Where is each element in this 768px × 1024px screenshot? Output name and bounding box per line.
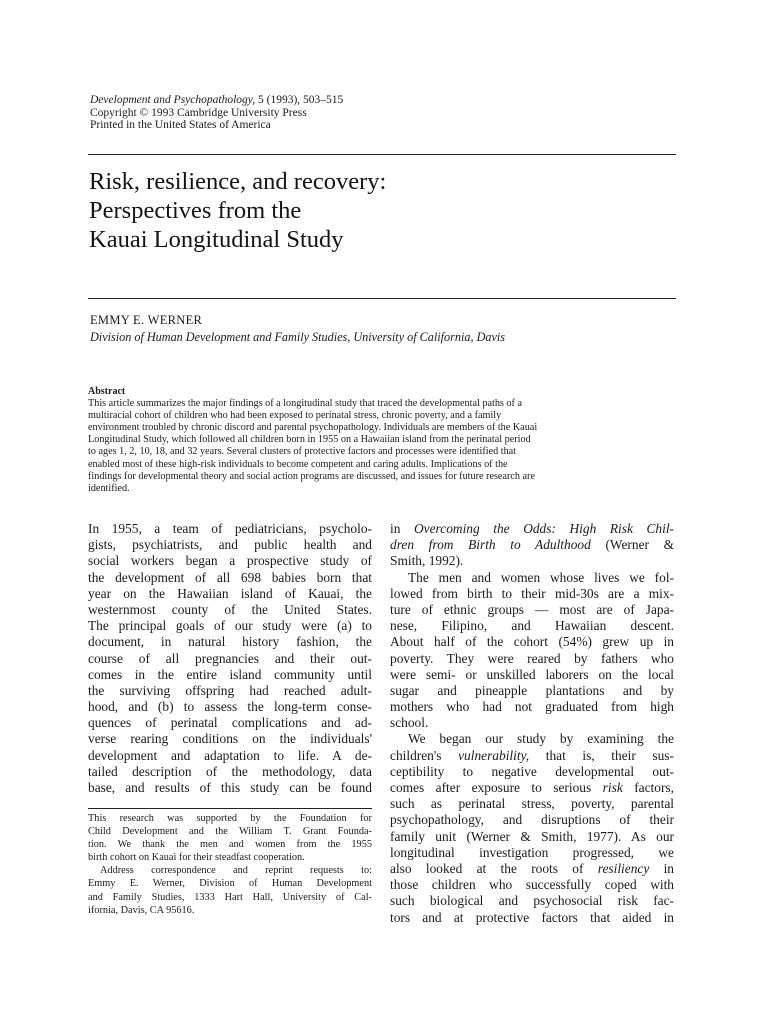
footnote-line: ifornia, Davis, CA 95616. [88, 904, 195, 916]
emphasis-run: risk [602, 780, 623, 795]
footnote-line: Child Development and the William T. Grant Founda- [88, 826, 372, 838]
emphasis-run: vulnerability, [458, 747, 530, 763]
abstract-line: enabled most of these high-risk individuals to become competent and caring adults. Implications of the [88, 458, 508, 470]
body-line: course of all pregnancies and their out- [88, 650, 372, 666]
abstract-line: identified. [88, 482, 130, 494]
emphasis-run: resiliency [597, 860, 650, 876]
body-line: We began our study by examining the [408, 731, 674, 747]
footnote-line: Address correspondence and reprint requests to: [100, 865, 372, 877]
body-line: ceptibility to negative developmental out- [390, 763, 674, 779]
footnote-line: Emmy E. Werner, Division of Human Development [88, 878, 372, 890]
abstract [88, 386, 678, 495]
body-column-right [390, 521, 674, 926]
body-line: poverty. They were reared by fathers who [390, 650, 674, 666]
body-line: document, in natural history fashion, the [88, 634, 372, 650]
text-run: factors, [622, 780, 674, 795]
text-run: that is, their sus- [529, 747, 674, 763]
title-line-3: Kauai Longitudinal Study [89, 226, 344, 253]
text-run: in [390, 521, 414, 536]
abstract-line: findings for developmental theory and social action programs are discussed, and issues for future research are [88, 470, 535, 482]
text-run: in [649, 860, 675, 876]
body-line: nese, Filipino, and Hawaiian descent. [390, 618, 674, 634]
text-run: (Werner & [590, 537, 675, 553]
title-line-1: Risk, resilience, and recovery: [89, 168, 387, 195]
title-rule [88, 298, 676, 299]
body-line: Smith, 1992). [390, 553, 464, 569]
body-line: the development of all 698 babies born that [88, 569, 372, 585]
article-title [89, 167, 649, 254]
body-line [390, 780, 674, 796]
abstract-line: to ages 1, 2, 10, 18, and 32 years. Several clusters of protective factors and processes were identified that [88, 446, 517, 458]
book-title-run: dren from Birth to Adulthood [390, 537, 591, 553]
body-line: mothers who had not graduated from high [390, 699, 674, 715]
body-line: westernmost county of the United States. [88, 601, 372, 617]
journal-name: Development and Psychopathology, [90, 94, 256, 106]
body-line: quences of perinatal complications and ad- [88, 715, 372, 731]
body-line [390, 861, 674, 877]
body-line: The men and women whose lives we fol- [408, 569, 674, 585]
footnote-line: This research was supported by the Foundation for [88, 813, 372, 824]
footnote-line: tion. We thank the men and women from the 1955 [88, 839, 372, 851]
copyright-line: Copyright © 1993 Cambridge University Press [90, 106, 307, 119]
book-title-run: Overcoming the Odds: High Risk Chil- [414, 521, 675, 536]
author-name: EMMY E. WERNER [90, 313, 203, 327]
body-line: comes in the entire island community until [88, 666, 372, 682]
body-line: development and adaptation to life. A de- [88, 747, 372, 763]
author-affiliation: Division of Human Development and Family Studies, University of California, Davis [90, 330, 505, 344]
body-line: The principal goals of our study were (a) to [88, 618, 372, 634]
body-line: such as perinatal stress, poverty, parental [390, 796, 674, 812]
abstract-line: This article summarizes the major findings of a longitudinal study that traced the developmental paths of a [88, 398, 522, 410]
body-column-left [88, 521, 372, 796]
body-line: verse rearing conditions on the individuals' [88, 731, 372, 747]
body-line: those children who successfully coped with [390, 877, 674, 893]
body-line: school. [390, 715, 429, 731]
body-line: tors and at protective factors that aided in [390, 909, 674, 925]
body-line: ture of ethnic groups — most are of Japa- [390, 601, 674, 617]
abstract-heading: Abstract [88, 386, 126, 397]
text-run: comes after exposure to serious [390, 780, 603, 795]
journal-citation [90, 94, 610, 107]
body-line: In 1955, a team of pediatricians, psycholo- [88, 521, 372, 536]
body-line: gists, psychiatrists, and public health and [88, 537, 372, 553]
body-line [390, 537, 674, 553]
text-run: also looked at the roots of [390, 860, 598, 876]
body-line [390, 521, 674, 537]
abstract-line: Longitudinal Study, which followed all children born in 1955 on a Hawaiian island from the perinatal period [88, 434, 531, 446]
text-run: children's [390, 747, 459, 763]
body-line: psychopathology, and disruptions of their [390, 812, 674, 828]
body-line: such biological and psychosocial risk fac- [390, 893, 674, 909]
footnote-line: and Family Studies, 1333 Hart Hall, University of Cal- [88, 891, 372, 903]
body-line: base, and results of this study can be found [88, 780, 372, 795]
printed-line: Printed in the United States of America [90, 119, 271, 131]
journal-header [90, 94, 610, 132]
body-line: social workers began a prospective study of [88, 553, 372, 569]
body-line: hood, and (b) to assess the long-term conse- [88, 699, 372, 715]
footnote [88, 812, 372, 917]
body-line: sugar and pineapple plantations and by [390, 682, 674, 698]
body-line: About half of the cohort (54%) grew up in [390, 634, 674, 650]
body-line: family unit (Werner & Smith, 1977). As our [390, 828, 674, 844]
body-line: year on the Hawaiian island of Kauai, the [88, 585, 372, 601]
body-line: the surviving offspring had reached adult- [88, 682, 372, 698]
footnote-rule [88, 808, 372, 809]
body-line: were semi- or unskilled laborers on the local [390, 666, 674, 682]
header-rule [88, 154, 676, 155]
body-line: longitudinal investigation progressed, we [390, 844, 674, 860]
footnote-line: birth cohort on Kauai for their steadfast cooperation. [88, 852, 305, 864]
title-line-2: Perspectives from the [89, 197, 302, 224]
body-line [390, 748, 674, 764]
body-line: lowed from birth to their mid-30s are a mix- [390, 585, 674, 601]
abstract-line: multiracial cohort of children who had been exposed to perinatal stress, chronic poverty, and a family [88, 410, 502, 422]
journal-volume-pages: 5 (1993), 503–515 [255, 94, 344, 106]
abstract-line: environment troubled by chronic discord and parental psychopathology. Individuals are members of the Kauai [88, 422, 538, 434]
body-line: tailed description of the methodology, data [88, 763, 372, 779]
